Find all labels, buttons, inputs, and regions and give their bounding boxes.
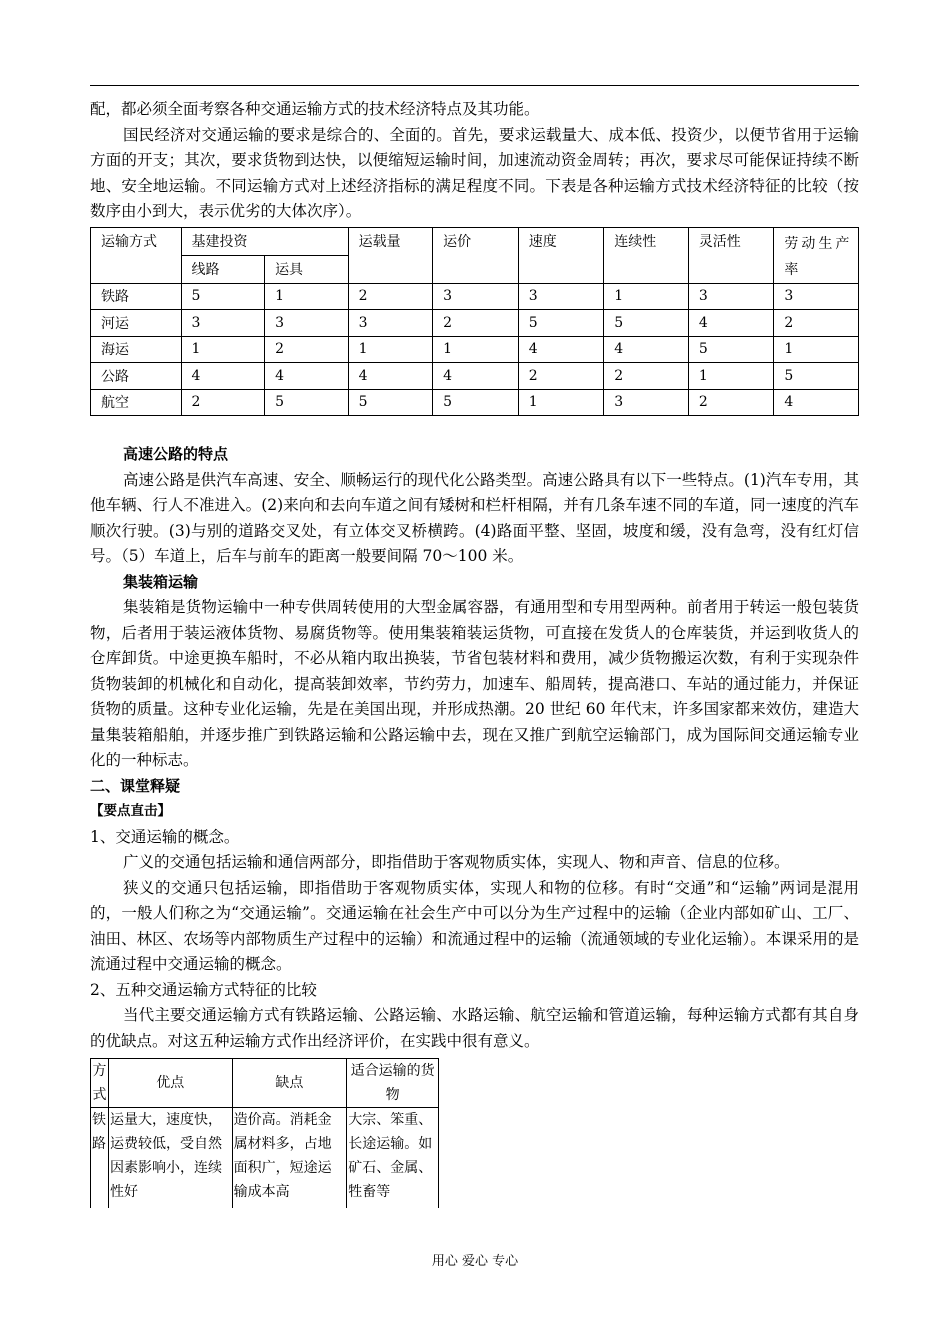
header-pros: 优点 — [108, 1059, 232, 1108]
item-title: 1、交通运输的概念。 — [90, 827, 240, 846]
cell: 2 — [688, 389, 774, 416]
header-flexibility: 灵活性 — [688, 227, 774, 283]
cell: 1 — [433, 336, 519, 363]
cell: 4 — [604, 336, 689, 363]
cell: 2 — [604, 363, 689, 390]
cell: 4 — [433, 363, 519, 390]
header-price: 运价 — [433, 227, 519, 283]
item-title: 2、五种交通运输方式特征的比较 — [90, 980, 317, 999]
paragraph-five-modes: 当代主要交通运输方式有铁路运输、公路运输、水路运输、航空运输和管道运输，每种运输方式都有其自身的优缺点。对这五种运输方式作出经济评价，在实践中很有意义。 — [90, 1006, 859, 1050]
header-capacity: 运载量 — [348, 227, 433, 283]
cell: 5 — [518, 310, 604, 337]
document-body — [90, 97, 859, 1208]
cell: 5 — [348, 389, 433, 416]
key-points-tag: 【要点直击】 — [90, 803, 171, 819]
header-speed: 速度 — [518, 227, 604, 283]
cell: 3 — [181, 310, 265, 337]
cell: 4 — [518, 336, 604, 363]
paragraph-economy: 国民经济对交通运输的要求是综合的、全面的。首先，要求运载量大、成本低、投资少，以便节省用于运输方面的开支；其次，要求货物到达快，以便缩短运输时间，加速流动资金周转；再次，要求尽可能保证持续不断地、安全地运输。不同运输方式对上述经济指标的满足程度不同。下表是各种运输方式技术经济特征的比较（按数序由小到大，表示优劣的大体次序）。 — [90, 125, 859, 220]
cell: 1 — [181, 336, 265, 363]
row-mode: 铁路 — [91, 1108, 109, 1209]
header-vehicle: 运具 — [265, 255, 349, 283]
heading-highway: 高速公路的特点 — [123, 445, 229, 463]
cell: 4 — [265, 363, 349, 390]
table-row — [91, 1108, 439, 1209]
cell: 5 — [433, 389, 519, 416]
row-name: 公路 — [91, 363, 182, 390]
pros-cons-table — [90, 1058, 439, 1208]
row-name: 海运 — [91, 336, 182, 363]
cell: 4 — [688, 310, 774, 337]
page-footer: 用心 爱心 专心 — [431, 1254, 519, 1269]
cell: 5 — [688, 336, 774, 363]
cell: 3 — [774, 283, 859, 310]
heading-container: 集装箱运输 — [123, 572, 199, 591]
row-cons: 造价高。消耗金属材料多，占地面积广，短途运输成本高 — [232, 1108, 347, 1209]
row-name: 航空 — [91, 389, 182, 416]
cell: 2 — [433, 310, 519, 337]
cell: 5 — [181, 283, 265, 310]
cell: 3 — [265, 310, 349, 337]
header-rule — [90, 85, 859, 86]
header-productivity: 劳动生产率 — [774, 227, 859, 283]
cell: 4 — [348, 363, 433, 390]
table-header-row — [91, 227, 859, 255]
row-pros: 运量大，速度快，运费较低，受自然因素影响小，连续性好 — [108, 1108, 232, 1209]
cell: 4 — [181, 363, 265, 390]
cell: 2 — [518, 363, 604, 390]
row-name: 河运 — [91, 310, 182, 337]
cell: 2 — [774, 310, 859, 337]
table-row — [91, 310, 859, 337]
cell: 2 — [265, 336, 349, 363]
cell: 1 — [774, 336, 859, 363]
header-mode: 方式 — [91, 1059, 109, 1108]
cell: 2 — [181, 389, 265, 416]
cell: 1 — [518, 389, 604, 416]
header-goods: 适合运输的货物 — [347, 1059, 439, 1108]
table-row — [91, 283, 859, 310]
cell: 1 — [265, 283, 349, 310]
cell: 2 — [348, 283, 433, 310]
header-continuity: 连续性 — [604, 227, 689, 283]
cell: 1 — [348, 336, 433, 363]
section-title: 二、课堂释疑 — [90, 776, 181, 795]
row-goods: 大宗、笨重、长途运输。如矿石、金属、牲畜等 — [347, 1108, 439, 1209]
cell: 3 — [433, 283, 519, 310]
row-name: 铁路 — [91, 283, 182, 310]
cell: 3 — [518, 283, 604, 310]
cell: 3 — [348, 310, 433, 337]
cell: 1 — [688, 363, 774, 390]
cell: 1 — [604, 283, 689, 310]
table-row — [91, 389, 859, 416]
table-row — [91, 363, 859, 390]
cell: 5 — [774, 363, 859, 390]
paragraph-narrow: 狭义的交通只包括运输，即指借助于客观物质实体，实现人和物的位移。有时“交通”和“运输”两词是混用的，一般人们称之为“交通运输”。交通运输在社会生产中可以分为生产过程中的运输（企业内部如矿山、工厂、油田、林区、农场等内部物质生产过程中的运输）和流通过程中的运输（流通领域的专业化运输）。本课采用的是流通过程中交通运输的概念。 — [90, 878, 859, 973]
header-mode: 运输方式 — [91, 227, 182, 283]
cell: 3 — [688, 283, 774, 310]
cell: 3 — [604, 389, 689, 416]
header-investment: 基建投资 — [181, 227, 348, 255]
intro-fragment: 配，都必须全面考察各种交通运输方式的技术经济特点及其功能。 — [90, 100, 540, 118]
cell: 5 — [265, 389, 349, 416]
header-line: 线路 — [181, 255, 265, 283]
cell: 4 — [774, 389, 859, 416]
table-row — [91, 336, 859, 363]
comparison-table — [90, 227, 859, 417]
paragraph-broad: 广义的交通包括运输和通信两部分，即指借助于客观物质实体，实现人、物和声音、信息的位移。 — [123, 853, 790, 871]
cell: 5 — [604, 310, 689, 337]
paragraph-container: 集装箱是货物运输中一种专供周转使用的大型金属容器，有通用型和专用型两种。前者用于转运一般包装货物，后者用于装运液体货物、易腐货物等。使用集装箱装运货物，可直接在发货人的仓库装货，并运到收货人的仓库卸货。中途更换车船时，不必从箱内取出换装，节省包装材料和费用，减少货物搬运次数，有利于实现杂件货物装卸的机械化和自动化，提高装卸效率，节约劳力，加速车、船周转，提高港口、车站的通过能力，并保证货物的质量。这种专业化运输，先是在美国出现，并形成热潮。20 世纪 60 年代末，许多国家都来效仿，建造大量集装箱船舶，并逐步推广到铁路运输和公路运输中去，现在又推广到航空运输部门，成为国际间交通运输专业化的一种标志。 — [90, 598, 859, 769]
paragraph-highway: 高速公路是供汽车高速、安全、顺畅运行的现代化公路类型。高速公路具有以下一些特点。(1)汽车专用，其他车辆、行人不准进入。(2)来向和去向车道之间有矮树和栏杆相隔，并有几条车速不同的车道，同一速度的汽车顺次行驶。(3)与别的道路交叉处，有立体交叉桥横跨。(4)路面平整、坚固，坡度和缓，没有急弯，没有红灯信号。（5）车道上，后车与前车的距离一般要间隔 70～100 米。 — [90, 470, 859, 565]
header-cons: 缺点 — [232, 1059, 347, 1108]
table-header-row — [91, 1059, 439, 1108]
